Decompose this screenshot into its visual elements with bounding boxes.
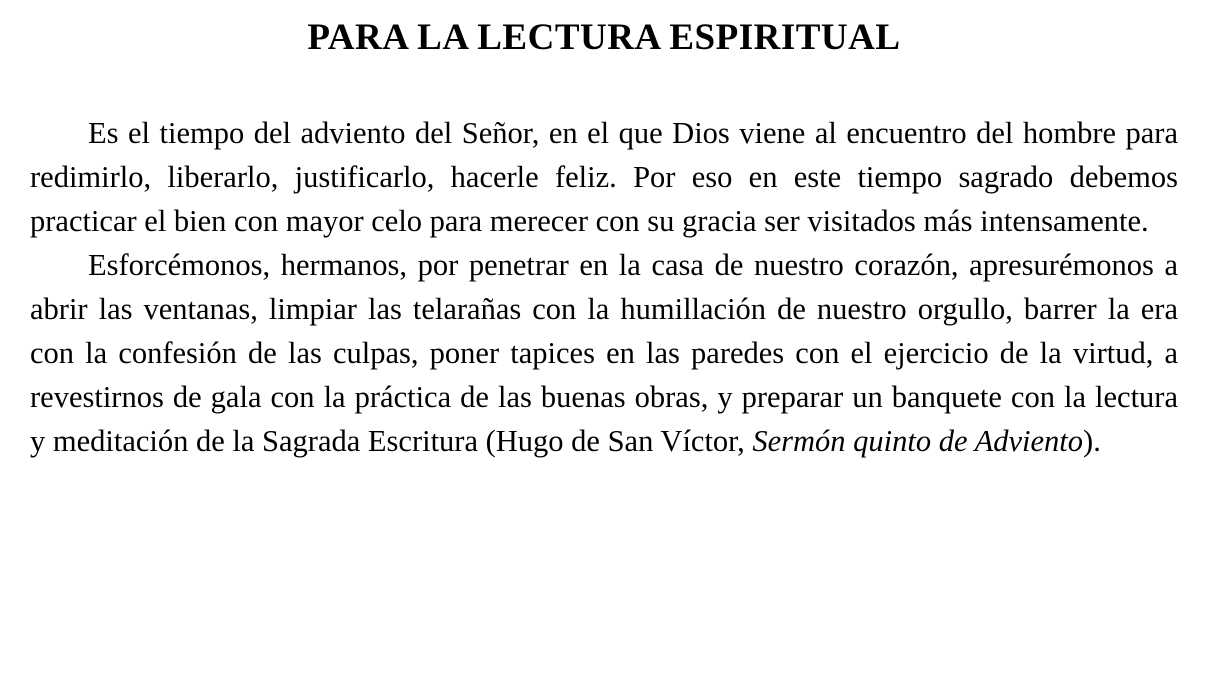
paragraph-1: Es el tiempo del adviento del Señor, en el que Dios viene al encuentro del hombre para redimirlo, liberarlo, justificarlo, hacerle feliz. Por eso en este tiempo sagrado debemos practicar el bien con mayor celo para merecer con su gracia ser visitados más intensamente.	[30, 115, 1178, 238]
citation-title: Sermón quinto de Adviento	[752, 423, 1084, 458]
document-body	[30, 111, 1178, 463]
paragraph-2-lead-text: Esforcémonos, hermanos, por penetrar en la casa de nuestro corazón, apresurémonos a abrir las ventanas, limpiar las telarañas con la humillación de nuestro orgullo, barrer la era con la confesión de las culpas, poner tapices en las paredes con el ejercicio de la virtud, a revestirnos de gala con la práctica de las buenas obras, y preparar un banquete con la lectura y meditación de la Sagrada Escritura (Hugo de San Víctor,	[30, 247, 1178, 458]
paragraph-2-tail-text: ).	[1083, 423, 1101, 458]
page-title: PARA LA LECTURA ESPIRITUAL	[307, 17, 901, 58]
paragraph-2	[30, 243, 1178, 463]
